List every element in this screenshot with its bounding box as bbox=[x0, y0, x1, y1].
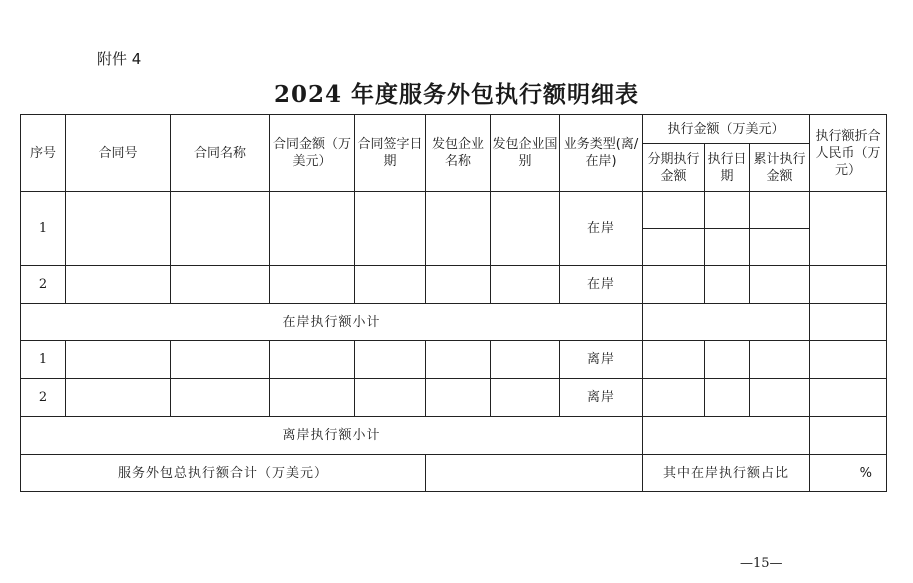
cell-installment-amount bbox=[643, 341, 705, 379]
table-row bbox=[21, 341, 887, 379]
offshore-subtotal-amount bbox=[643, 417, 810, 455]
header-seq: 序号 bbox=[21, 115, 66, 192]
cell-cumulative-amount bbox=[750, 229, 810, 266]
grand-total-label: 服务外包总执行额合计（万美元） bbox=[21, 455, 426, 492]
table-row bbox=[21, 266, 887, 304]
cell-cumulative-amount bbox=[750, 266, 810, 304]
cell-exec-date bbox=[705, 379, 750, 417]
table-row bbox=[21, 379, 887, 417]
header-exec-amount-group: 执行金额（万美元） bbox=[643, 115, 810, 144]
onshore-subtotal-amount bbox=[643, 304, 810, 341]
cell-contractor-country bbox=[491, 192, 560, 266]
cell-rmb-amount bbox=[810, 192, 887, 266]
onshore-subtotal-rmb bbox=[810, 304, 887, 341]
table-row bbox=[21, 192, 887, 229]
row-seq: 1 bbox=[21, 192, 66, 266]
cell-cumulative-amount bbox=[750, 379, 810, 417]
cell-contract-no bbox=[66, 266, 171, 304]
cell-sign-date bbox=[355, 341, 426, 379]
cell-cumulative-amount bbox=[750, 341, 810, 379]
cell-rmb-amount bbox=[810, 266, 887, 304]
header-contractor-name: 发包企业名称 bbox=[426, 115, 491, 192]
cell-business-type: 在岸 bbox=[560, 192, 643, 266]
row-seq: 1 bbox=[21, 341, 66, 379]
cell-exec-date bbox=[705, 192, 750, 229]
onshore-subtotal-label: 在岸执行额小计 bbox=[21, 304, 643, 341]
header-row-1 bbox=[21, 115, 887, 144]
execution-detail-table bbox=[20, 114, 887, 492]
cell-contractor-country bbox=[491, 379, 560, 417]
header-contractor-country: 发包企业国别 bbox=[491, 115, 560, 192]
cell-contract-name bbox=[171, 192, 270, 266]
offshore-subtotal-label: 离岸执行额小计 bbox=[21, 417, 643, 455]
cell-exec-date bbox=[705, 266, 750, 304]
header-exec-date: 执行日期 bbox=[705, 144, 750, 192]
cell-contractor-name bbox=[426, 266, 491, 304]
attachment-label: 附件 4 bbox=[97, 50, 142, 68]
onshore-ratio-label: 其中在岸执行额占比 bbox=[643, 455, 810, 492]
cell-installment-amount bbox=[643, 266, 705, 304]
offshore-subtotal-row bbox=[21, 417, 887, 455]
cell-cumulative-amount bbox=[750, 192, 810, 229]
header-installment-amount: 分期执行金额 bbox=[643, 144, 705, 192]
header-sign-date: 合同签字日期 bbox=[355, 115, 426, 192]
cell-installment-amount bbox=[643, 229, 705, 266]
cell-business-type: 离岸 bbox=[560, 379, 643, 417]
header-rmb-amount: 执行额折合人民币（万元） bbox=[810, 115, 887, 192]
cell-exec-date bbox=[705, 341, 750, 379]
header-contract-no: 合同号 bbox=[66, 115, 171, 192]
cell-contract-amount bbox=[270, 192, 355, 266]
row-seq: 2 bbox=[21, 266, 66, 304]
cell-contract-name bbox=[171, 266, 270, 304]
cell-exec-date bbox=[705, 229, 750, 266]
cell-installment-amount bbox=[643, 192, 705, 229]
cell-rmb-amount bbox=[810, 379, 887, 417]
cell-business-type: 离岸 bbox=[560, 341, 643, 379]
onshore-ratio-value: % bbox=[810, 455, 887, 492]
header-cumulative-amount: 累计执行金额 bbox=[750, 144, 810, 192]
cell-contractor-country bbox=[491, 266, 560, 304]
cell-contract-amount bbox=[270, 341, 355, 379]
cell-contractor-name bbox=[426, 192, 491, 266]
cell-sign-date bbox=[355, 192, 426, 266]
cell-contractor-country bbox=[491, 341, 560, 379]
cell-sign-date bbox=[355, 266, 426, 304]
cell-installment-amount bbox=[643, 379, 705, 417]
grand-total-row bbox=[21, 455, 887, 492]
cell-contract-no bbox=[66, 192, 171, 266]
cell-contractor-name bbox=[426, 379, 491, 417]
cell-contract-amount bbox=[270, 266, 355, 304]
cell-contract-no bbox=[66, 379, 171, 417]
header-business-type: 业务类型(离/在岸) bbox=[560, 115, 643, 192]
grand-total-amount bbox=[426, 455, 643, 492]
page-number: —15— bbox=[740, 556, 783, 571]
row-seq: 2 bbox=[21, 379, 66, 417]
onshore-subtotal-row bbox=[21, 304, 887, 341]
cell-sign-date bbox=[355, 379, 426, 417]
cell-contract-name bbox=[171, 341, 270, 379]
page-title: 2024 年度服务外包执行额明细表 bbox=[273, 81, 640, 108]
header-contract-name: 合同名称 bbox=[171, 115, 270, 192]
cell-business-type: 在岸 bbox=[560, 266, 643, 304]
cell-rmb-amount bbox=[810, 341, 887, 379]
cell-contract-no bbox=[66, 341, 171, 379]
cell-contract-amount bbox=[270, 379, 355, 417]
header-contract-amount: 合同金额（万美元） bbox=[270, 115, 355, 192]
offshore-subtotal-rmb bbox=[810, 417, 887, 455]
cell-contractor-name bbox=[426, 341, 491, 379]
cell-contract-name bbox=[171, 379, 270, 417]
